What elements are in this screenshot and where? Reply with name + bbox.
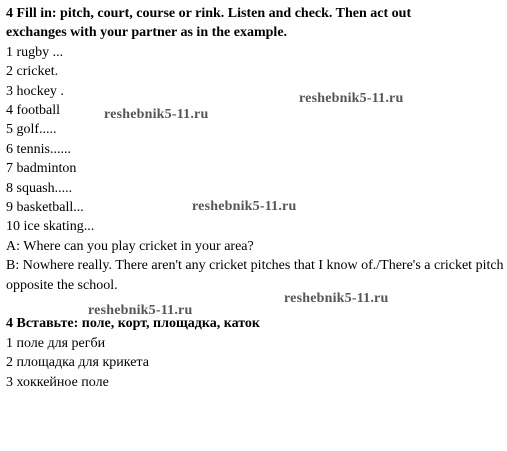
list-item: 8 squash..... bbox=[6, 180, 73, 196]
list-item: 7 badminton bbox=[6, 161, 77, 177]
watermark-text: reshebnik5-11.ru bbox=[88, 303, 193, 318]
watermark-text: reshebnik5-11.ru bbox=[284, 291, 389, 306]
list-item: 3 хоккейное поле bbox=[6, 374, 109, 390]
list-item: 10 ice skating... bbox=[6, 219, 95, 235]
dialogue-line-a: A: Where can you play cricket in your area? bbox=[6, 238, 254, 254]
list-item: 5 golf..... bbox=[6, 122, 57, 138]
list-item: 6 tennis...... bbox=[6, 141, 71, 157]
watermark-text: reshebnik5-11.ru bbox=[192, 199, 297, 214]
exercise-heading-line-2: exchanges with your partner as in the example. bbox=[6, 25, 288, 41]
watermark-text: reshebnik5-11.ru bbox=[299, 91, 404, 106]
dialogue-line-b: B: Nowhere really. There aren't any cricket pitches that I know of./There's a cricket pitch opposite the school. bbox=[6, 258, 504, 293]
list-item: 1 поле для регби bbox=[6, 335, 106, 351]
exercise-heading-ru: 4 Вставьте: поле, корт, площадка, каток bbox=[6, 316, 260, 332]
list-item: 4 football bbox=[6, 103, 61, 119]
watermark-text: reshebnik5-11.ru bbox=[104, 107, 209, 122]
section-spacer bbox=[6, 295, 504, 314]
list-item: 9 basketball... bbox=[6, 200, 84, 216]
list-item: 2 cricket. bbox=[6, 64, 59, 80]
list-item: 1 rugby ... bbox=[6, 44, 64, 60]
list-item: 2 площадка для крикета bbox=[6, 355, 149, 371]
list-item: 3 hockey . bbox=[6, 83, 64, 99]
exercise-heading-line-1: 4 Fill in: pitch, court, course or rink. Listen and check. Then act out bbox=[6, 6, 412, 21]
